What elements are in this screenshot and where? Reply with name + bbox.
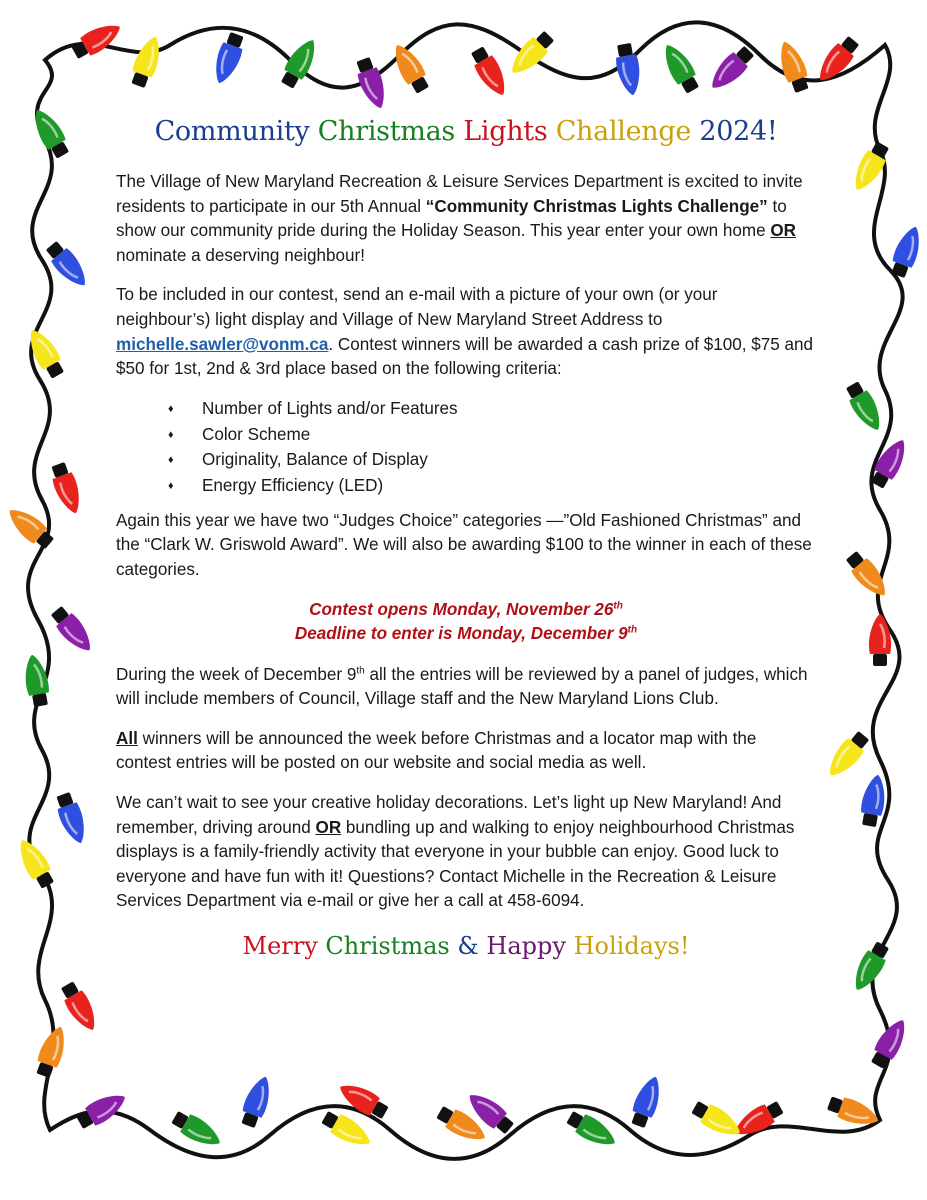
deadline-text: Deadline to enter is Monday, December 9 bbox=[294, 623, 628, 643]
light-bulb-icon bbox=[505, 28, 557, 80]
winners-text: winners will be announced the week before Christmas and a locator map with the contest entries will be posted on our website and social media as well. bbox=[116, 728, 757, 773]
closing-greeting bbox=[116, 931, 816, 960]
light-bulb-icon bbox=[628, 1073, 667, 1129]
title-word-christmas: Christmas bbox=[317, 116, 455, 147]
light-bulb-icon bbox=[238, 1073, 277, 1129]
or-emphasis: OR bbox=[770, 221, 796, 241]
closing-word-and: & bbox=[457, 931, 479, 960]
entry-paragraph bbox=[116, 283, 816, 381]
intro-text-2: to show our community pride during the Holiday Season. This year enter your own home bbox=[116, 196, 787, 241]
criteria-list bbox=[116, 397, 816, 499]
email-link[interactable]: michelle.sawler@vonm.ca bbox=[116, 334, 329, 354]
or-emphasis: OR bbox=[315, 817, 342, 837]
light-bulb-icon bbox=[53, 791, 92, 847]
open-date-suffix: th bbox=[613, 599, 623, 611]
diamond-bullet-icon: ♦ bbox=[168, 479, 174, 492]
light-bulb-icon bbox=[822, 728, 872, 782]
criteria-label: Energy Efficiency (LED) bbox=[202, 475, 384, 495]
diamond-bullet-icon: ♦ bbox=[168, 454, 174, 467]
closing-word-christmas: Christmas bbox=[325, 931, 450, 960]
criteria-label: Number of Lights and/or Features bbox=[202, 399, 458, 419]
closing-word-holidays: Holidays! bbox=[573, 931, 690, 960]
light-bulb-icon bbox=[657, 40, 702, 96]
deadline-suffix: th bbox=[627, 623, 638, 635]
light-bulb-icon bbox=[128, 33, 167, 89]
light-bulb-icon bbox=[842, 379, 887, 435]
title-word-challenge: Challenge bbox=[555, 116, 692, 147]
title-word-lights: Lights bbox=[463, 116, 548, 147]
criteria-label: Originality, Balance of Display bbox=[202, 450, 428, 470]
review-paragraph bbox=[116, 663, 816, 712]
review-date-suffix: th bbox=[356, 664, 365, 676]
list-item bbox=[116, 448, 816, 474]
review-text: During the week of December 9 bbox=[116, 664, 357, 684]
light-bulb-icon bbox=[48, 461, 87, 517]
entry-text: To be included in our contest, send an e-mail with a picture of your own (or your neighbour’s) light display and Village of New Maryland Street Address to bbox=[116, 285, 718, 329]
light-bulb-icon bbox=[69, 17, 125, 62]
contest-open-date bbox=[116, 598, 816, 622]
title-word-year: 2024! bbox=[699, 116, 778, 147]
light-bulb-icon bbox=[869, 614, 891, 666]
diamond-bullet-icon: ♦ bbox=[168, 403, 174, 416]
intro-text-3: nominate a deserving neighbour! bbox=[116, 245, 365, 265]
light-bulb-icon bbox=[888, 223, 927, 279]
open-date-text: Contest opens Monday, November 26 bbox=[309, 599, 614, 619]
judges-paragraph: Again this year we have two “Judges Choice” categories —”Old Fashioned Christmas” and the “Clark W. Griswold Award”. We will also be awarding $100 to the winner in each of these categories. bbox=[116, 510, 812, 579]
light-bulb-icon bbox=[564, 1107, 620, 1152]
flyer-content bbox=[116, 112, 816, 958]
list-item bbox=[116, 397, 816, 423]
intro-text: The Village of New Maryland Recreation & Leisure Services Department is excited to invite residents to participate in our 5th Annual bbox=[116, 172, 803, 216]
outro-text-2: bundling up and walking to enjoy neighbourhood Christmas displays is a family-friendly activity that everyone in your bubble can enjoy. Good luck to everyone and have fun with it! Questions? Contact Michelle in the Recreation & Leisure Services Department via e-mail or give her a call at 458-6094. bbox=[116, 817, 795, 911]
light-bulb-icon bbox=[209, 31, 248, 87]
list-item bbox=[116, 473, 816, 499]
outro-paragraph bbox=[116, 791, 816, 914]
contest-dates bbox=[116, 598, 816, 646]
list-item bbox=[116, 422, 816, 448]
light-bulb-icon bbox=[705, 43, 757, 95]
all-emphasis: All bbox=[116, 728, 138, 748]
criteria-label: Color Scheme bbox=[202, 424, 311, 444]
light-bulb-icon bbox=[730, 1097, 786, 1142]
entry-text-2: . Contest winners will be awarded a cash prize of $100, $75 and $50 for 1st, 2nd & 3rd place based on the following criteria: bbox=[116, 334, 814, 379]
winners-paragraph bbox=[116, 727, 816, 776]
contest-deadline bbox=[116, 622, 816, 646]
review-text-2: all the entries will be reviewed by a panel of judges, which will include members of Council, Village staff and the New Maryland Lions Club. bbox=[116, 664, 808, 709]
light-bulb-icon bbox=[57, 979, 102, 1035]
light-bulb-icon bbox=[867, 1015, 912, 1071]
light-bulb-icon bbox=[847, 939, 892, 995]
closing-word-happy: Happy bbox=[486, 931, 566, 960]
light-bulb-icon bbox=[467, 44, 512, 100]
contest-name: “Community Christmas Lights Challenge” bbox=[425, 196, 768, 216]
light-bulb-icon bbox=[12, 835, 57, 891]
page-title bbox=[116, 112, 816, 152]
diamond-bullet-icon: ♦ bbox=[168, 428, 174, 441]
light-bulb-icon bbox=[689, 1097, 745, 1142]
intro-paragraph bbox=[116, 170, 816, 268]
outro-text: We can’t wait to see your creative holiday decorations. Let’s light up New Maryland! And remember, driving around bbox=[116, 792, 782, 837]
closing-word-merry: Merry bbox=[242, 931, 318, 960]
light-bulb-icon bbox=[74, 1087, 130, 1132]
light-bulb-icon bbox=[774, 38, 813, 94]
light-bulb-icon bbox=[48, 603, 98, 657]
title-word-community: Community bbox=[154, 116, 310, 147]
